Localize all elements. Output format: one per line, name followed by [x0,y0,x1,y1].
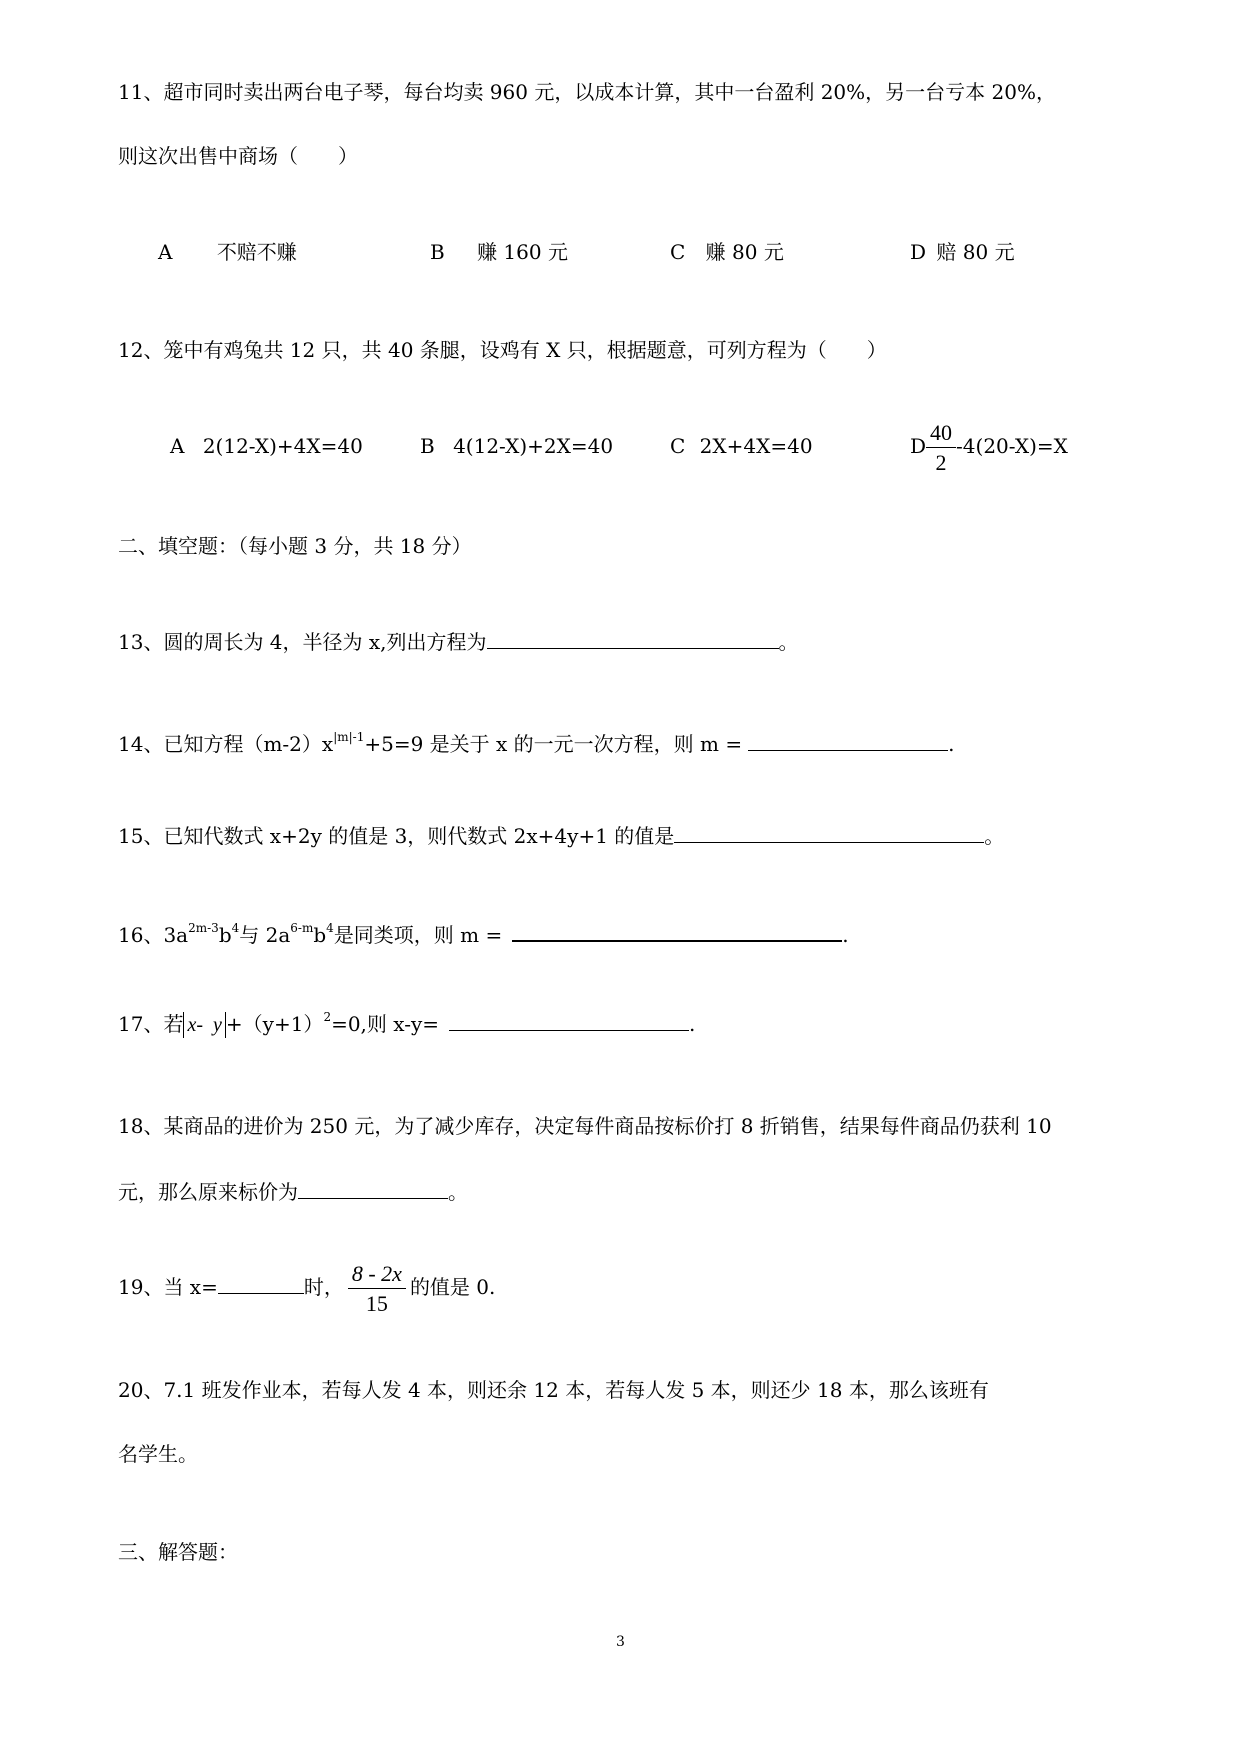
q16-exp3: 6-m [290,921,314,935]
option-text: -4(20-X)=X [956,434,1068,458]
q16-post: 是同类项，则 m = [333,923,503,947]
q16-exp1: 2m-3 [188,921,219,935]
fraction-denominator: 2 [935,449,947,475]
q19-answer-blank[interactable] [218,1273,304,1294]
fraction [348,1261,406,1317]
q15-answer-blank[interactable] [674,822,984,843]
q15-text: 15、已知代数式 x+2y 的值是 3，则代数式 2x+4y+1 的值是 [118,824,675,848]
q16-term2-b: b [313,923,327,947]
q17-post2: =0,则 x-y= [331,1012,440,1036]
q18-line2: 元，那么原来标价为 [118,1180,298,1204]
q18-end: 。 [448,1180,468,1204]
section-2-heading: 二、填空题：（每小题 3 分，共 18 分） [118,534,472,558]
absolute-value [183,1012,225,1038]
section-3-heading: 三、解答题： [118,1540,238,1564]
q16-term1: 16、3a [118,923,189,947]
option-letter: B [430,240,445,264]
q20-line2: 名学生。 [118,1442,198,1466]
q14-exponent: |m|-1 [333,730,365,744]
q17-answer-blank[interactable] [449,1010,689,1031]
q14 [118,730,954,758]
fraction [926,420,956,476]
q12-option-d [910,416,1068,476]
q16-answer-blank[interactable] [512,920,842,942]
q16-exp4: 4 [326,921,334,935]
q11-option-c [670,238,784,266]
q19-mid: 时， [303,1275,344,1299]
q14-end: . [948,732,955,756]
q18-answer-blank[interactable] [298,1178,448,1199]
option-text: 赚 160 元 [477,240,568,264]
q12-option-a [170,432,363,460]
q11-option-d [910,238,1015,266]
q13-answer-blank[interactable] [487,628,779,649]
q16-term1-b: b [218,923,232,947]
option-text: 4(12-X)+2X=40 [453,434,614,458]
option-text: 赔 80 元 [936,240,1015,264]
q14-answer-blank[interactable] [748,730,948,751]
q16 [118,920,849,949]
option-letter: C [670,240,686,264]
q20-line1: 20、7.1 班发作业本，若每人发 4 本，则还余 12 本，若每人发 5 本，则还少 18 本，那么该班有 [118,1378,989,1402]
q12-text: 12、笼中有鸡兔共 12 只，共 40 条腿，设鸡有 X 只，根据题意，可列方程为（ ） [118,338,887,362]
option-text: 赚 80 元 [705,240,784,264]
q17-pre: 17、若 [118,1012,184,1036]
option-text: 不赔不赚 [216,240,297,264]
q16-term2: 与 2a [239,923,291,947]
q18-line1: 18、某商品的进价为 250 元，为了减少库存，决定每件商品按标价打 8 折销售，结果每件商品仍获利 10 [118,1114,1052,1138]
q14-post: +5=9 是关于 x 的一元一次方程，则 m = [364,732,743,756]
q17-post: +（y+1） [225,1012,324,1036]
fraction-numerator: 40 [926,420,956,448]
q13 [118,628,799,656]
q12-option-c [670,432,813,460]
q16-end: . [842,923,849,947]
q15-end: 。 [984,824,1005,848]
page-number: 3 [616,1634,625,1650]
q17 [118,1010,695,1038]
option-letter: B [420,434,435,458]
q13-end: 。 [778,630,799,654]
q17-end: . [689,1012,696,1036]
option-letter: A [170,434,185,458]
q11-option-a [158,238,297,266]
q14-pre: 14、已知方程（m-2）x [118,732,334,756]
option-text: 2(12-X)+4X=40 [202,434,363,458]
option-letter: D [910,240,927,264]
abs-y: y [213,1014,222,1036]
q19-post: 的值是 0. [409,1275,496,1299]
q16-exp2: 4 [231,921,240,935]
fraction-numerator: 8 - 2x [348,1261,406,1289]
q11-option-b [430,238,568,266]
q17-exponent: 2 [323,1010,332,1024]
q11-line2: 则这次出售中商场（ ） [118,144,358,168]
abs-x: x- [187,1014,203,1036]
option-text: 2X+4X=40 [699,434,813,458]
option-letter: C [670,434,686,458]
q18-line2-wrap [118,1178,468,1206]
q12-option-b [420,432,613,460]
option-letter: D [910,434,927,458]
q13-text: 13、圆的周长为 4，半径为 x,列出方程为 [118,630,487,654]
fraction-denominator: 15 [365,1290,388,1316]
q15 [118,822,1004,850]
q11-line1: 11、超市同时卖出两台电子琴，每台均卖 960 元，以成本计算，其中一台盈利 20%，另一台亏本 20%， [118,80,1056,104]
option-letter: A [158,240,173,264]
q19-pre: 19、当 x= [118,1275,218,1299]
q19 [118,1255,495,1319]
